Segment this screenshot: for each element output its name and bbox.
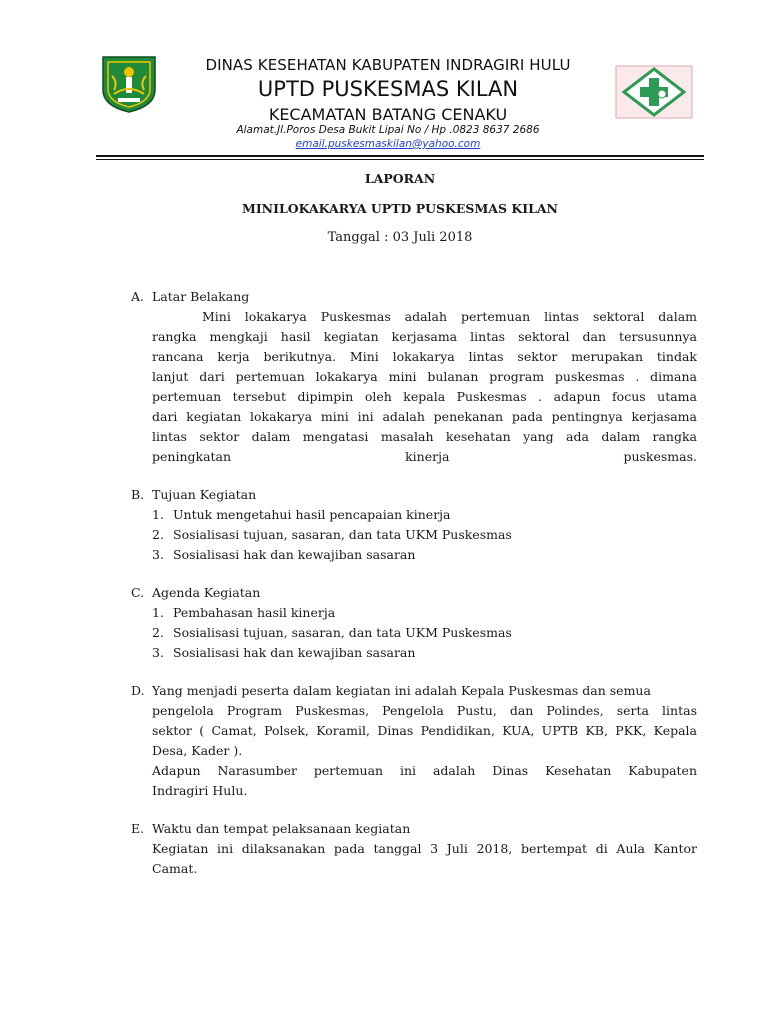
letterhead-divider bbox=[96, 155, 704, 157]
section-heading: B. Tujuan Kegiatan bbox=[131, 487, 257, 502]
paragraph-line: lintas sektor dalam mengatasi masalah kesehatan yang ada dalam rangka bbox=[152, 429, 697, 444]
list-item: 2. Sosialisasi tujuan, sasaran, dan tata UKM Puskesmas bbox=[152, 527, 512, 542]
list-item: 3. Sosialisasi hak dan kewajiban sasaran bbox=[152, 645, 416, 660]
section-heading: A. Latar Belakang bbox=[131, 289, 250, 304]
numbered-list bbox=[152, 603, 697, 663]
section-waktu-tempat bbox=[131, 819, 697, 879]
paragraph-line: Desa, Kader ). bbox=[152, 743, 243, 758]
list-item: 2. Sosialisasi tujuan, sasaran, dan tata UKM Puskesmas bbox=[152, 625, 512, 640]
paragraph-line: Camat. bbox=[152, 861, 198, 876]
section-tujuan-kegiatan bbox=[131, 485, 697, 565]
list-item: 3. Sosialisasi hak dan kewajiban sasaran bbox=[152, 547, 416, 562]
letterhead-address: Alamat.Jl.Poros Desa Bukit Lipai No / Hp .0823 8637 2686 bbox=[236, 124, 540, 136]
document-title: LAPORAN bbox=[364, 171, 436, 186]
list-item: 1. Pembahasan hasil kinerja bbox=[152, 605, 336, 620]
letterhead-name: UPTD PUSKESMAS KILAN bbox=[257, 77, 519, 101]
paragraph-line: pengelola Program Puskesmas, Pengelola Pustu, dan Polindes, serta lintas bbox=[152, 703, 697, 718]
letterhead-divider-thin bbox=[96, 159, 704, 160]
letterhead-email-link[interactable]: email.puskesmaskilan@yahoo.com bbox=[295, 138, 481, 150]
regency-emblem-icon bbox=[100, 54, 158, 114]
section-agenda-kegiatan bbox=[131, 583, 697, 663]
paragraph-line: Indragiri Hulu. bbox=[152, 783, 248, 798]
section-paragraph bbox=[152, 701, 697, 801]
section-heading: D. Yang menjadi peserta dalam kegiatan ini adalah Kepala Puskesmas dan semua bbox=[131, 683, 651, 698]
section-paragraph bbox=[152, 307, 697, 467]
paragraph-line: rancana kerja berikutnya. Mini lokakarya lintas sektor merupakan tindak bbox=[152, 349, 697, 364]
paragraph-line: Adapun Narasumber pertemuan ini adalah Dinas Kesehatan Kabupaten bbox=[152, 763, 697, 778]
paragraph-line: Kegiatan ini dilaksanakan pada tanggal 3 Juli 2018, bertempat di Aula Kantor bbox=[152, 841, 697, 856]
paragraph-line: lanjut dari pertemuan lokakarya mini bulanan program puskesmas . dimana bbox=[152, 369, 697, 384]
paragraph-line: dari kegiatan lokakarya mini ini adalah penekanan pada pentingnya kerjasama bbox=[152, 409, 697, 424]
document-date: Tanggal : 03 Juli 2018 bbox=[327, 230, 473, 245]
document-subtitle: MINILOKAKARYA UPTD PUSKESMAS KILAN bbox=[241, 201, 558, 216]
letterhead-agency: DINAS KESEHATAN KABUPATEN INDRAGIRI HULU bbox=[205, 56, 571, 74]
section-paragraph bbox=[152, 839, 697, 879]
numbered-list bbox=[152, 505, 697, 565]
paragraph-line: peningkatan kinerja puskesmas. bbox=[152, 449, 697, 464]
paragraph-line: rangka mengkaji hasil kegiatan kerjasama lintas sektoral dan tersusunnya bbox=[152, 329, 697, 344]
paragraph-line: pertemuan tersebut dipimpin oleh kepala Puskesmas . adapun focus utama bbox=[152, 389, 697, 404]
paragraph-line: sektor ( Camat, Polsek, Koramil, Dinas Pendidikan, KUA, UPTB KB, PKK, Kepala bbox=[152, 723, 697, 738]
letterhead-district: KECAMATAN BATANG CENAKU bbox=[268, 105, 508, 124]
section-heading: C. Agenda Kegiatan bbox=[131, 585, 261, 600]
section-heading: E. Waktu dan tempat pelaksanaan kegiatan bbox=[131, 821, 411, 836]
section-peserta bbox=[131, 681, 697, 801]
puskesmas-cross-icon bbox=[614, 64, 694, 120]
list-item: 1. Untuk mengetahui hasil pencapaian kinerja bbox=[152, 507, 451, 522]
section-latar-belakang bbox=[131, 287, 697, 467]
paragraph-line: Mini lokakarya Puskesmas adalah pertemuan lintas sektoral dalam bbox=[202, 309, 697, 324]
